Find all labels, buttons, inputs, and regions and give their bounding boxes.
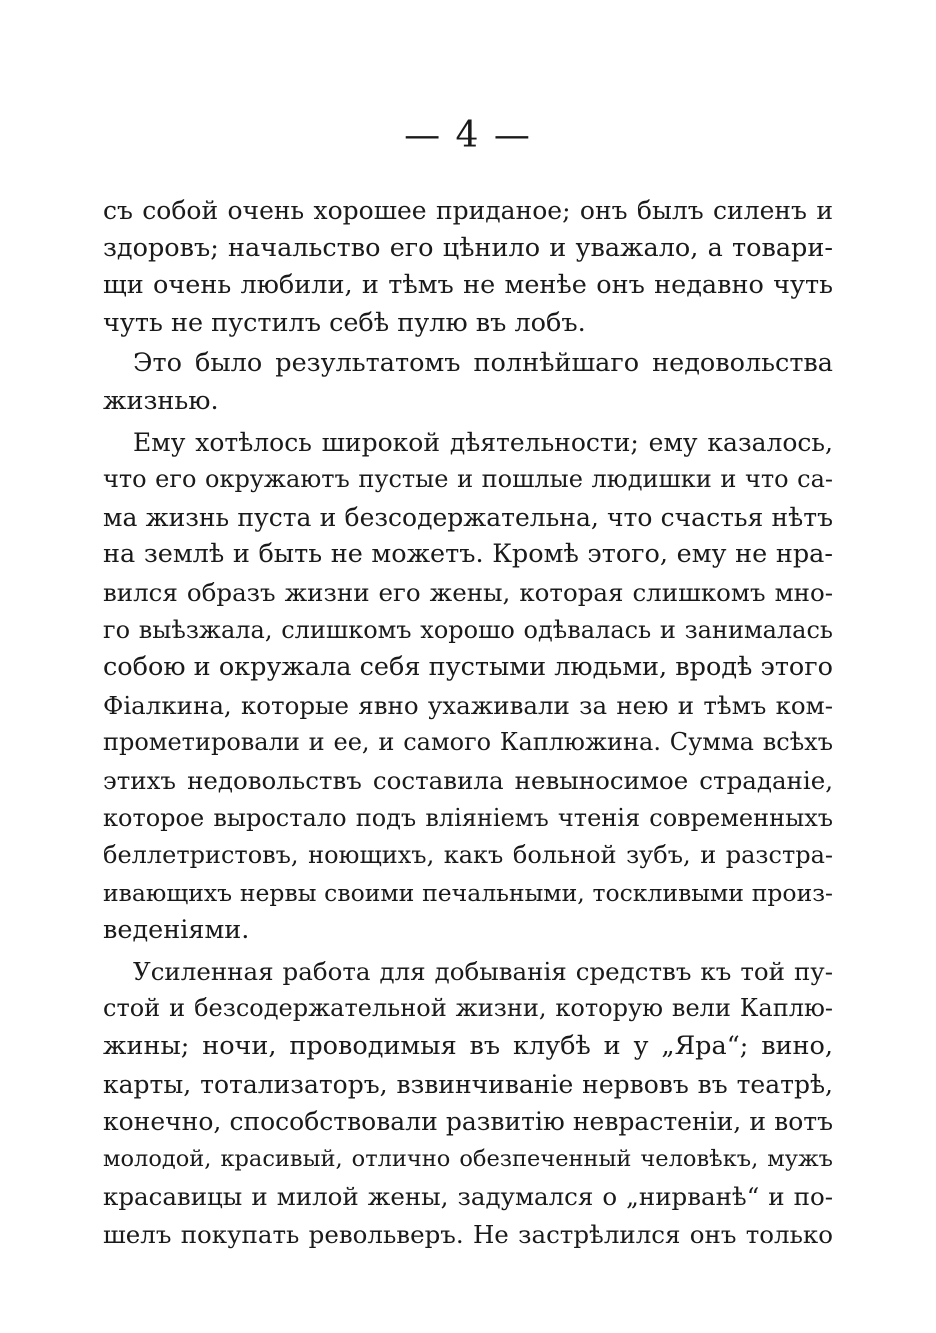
text-line: Усиленная работа для добыванія средствъ къ той пу-: [133, 956, 833, 986]
paragraph-4: [103, 953, 833, 1254]
paragraph-3: [103, 424, 833, 950]
text-line: шелъ покупать револьверъ. Не застрѣлился онъ только: [103, 1220, 833, 1250]
text-line: ивающихъ нервы своими печальными, тоскливыми произ-: [103, 878, 833, 907]
text-line: которое выростало подъ вліяніемъ чтенія современныхъ: [103, 803, 833, 832]
text-line: конечно, способствовали развитію неврастеніи, и вотъ: [103, 1107, 833, 1137]
text-line: беллетристовъ, ноющихъ, какъ больной зубъ, и разстра-: [103, 841, 833, 870]
body-text: [103, 192, 833, 1254]
text-line: красавицы и милой жены, задумался о „нирванѣ“ и по-: [103, 1182, 833, 1212]
text-line: жизнью.: [103, 385, 219, 416]
text-line: съ собой очень хорошее приданое; онъ былъ силенъ и: [103, 196, 833, 225]
text-line: карты, тотализаторъ, взвинчиваніе нервовъ въ театрѣ,: [103, 1069, 833, 1099]
text-line: ма жизнь пуста и безсодержательна, что счастья нѣтъ: [103, 502, 833, 532]
text-line: веденіями.: [103, 915, 250, 946]
text-line: го выѣзжала, слишкомъ хорошо одѣвалась и занималась: [103, 615, 833, 644]
text-line: прометировали и ее, и самого Каплюжина. Сумма всѣхъ: [103, 728, 833, 757]
text-line: собою и окружала себя пустыми людьми, вродѣ этого: [103, 652, 833, 683]
text-line: стой и безсодержательной жизни, которую вели Каплю-: [103, 994, 833, 1023]
text-line: жины; ночи, проводимыя въ клубѣ и у „Яра“; вино,: [103, 1031, 833, 1062]
paragraph-2: [103, 345, 833, 420]
text-line: этихъ недовольствъ составила невыносимое страданіе,: [103, 765, 833, 795]
paragraph-1: [103, 192, 833, 342]
text-line: Ему хотѣлось широкой дѣятельности; ему казалось,: [133, 427, 833, 457]
text-line: вился образъ жизни его жены, которая слишкомъ мно-: [103, 577, 833, 607]
text-line: Фіалкина, которые явно ухаживали за нею и тѣмъ ком-: [103, 690, 833, 720]
text-line: что его окружаютъ пустые и пошлые людишки и что са-: [103, 465, 833, 494]
text-line: щи очень любили, и тѣмъ не менѣе онъ недавно чуть: [103, 270, 833, 301]
text-line: здоровъ; начальство его цѣнило и уважало, а товари-: [103, 232, 833, 263]
text-line: чуть не пустилъ себѣ пулю въ лобъ.: [103, 307, 586, 338]
text-line: на землѣ и быть не можетъ. Кромѣ этого, ему не нра-: [103, 539, 833, 570]
page-number: — 4 —: [404, 115, 532, 156]
text-line: Это было результатомъ полнѣйшаго недовольства: [133, 348, 833, 379]
text-line: молодой, красивый, отлично обезпеченный человѣкъ, мужъ: [103, 1145, 833, 1172]
